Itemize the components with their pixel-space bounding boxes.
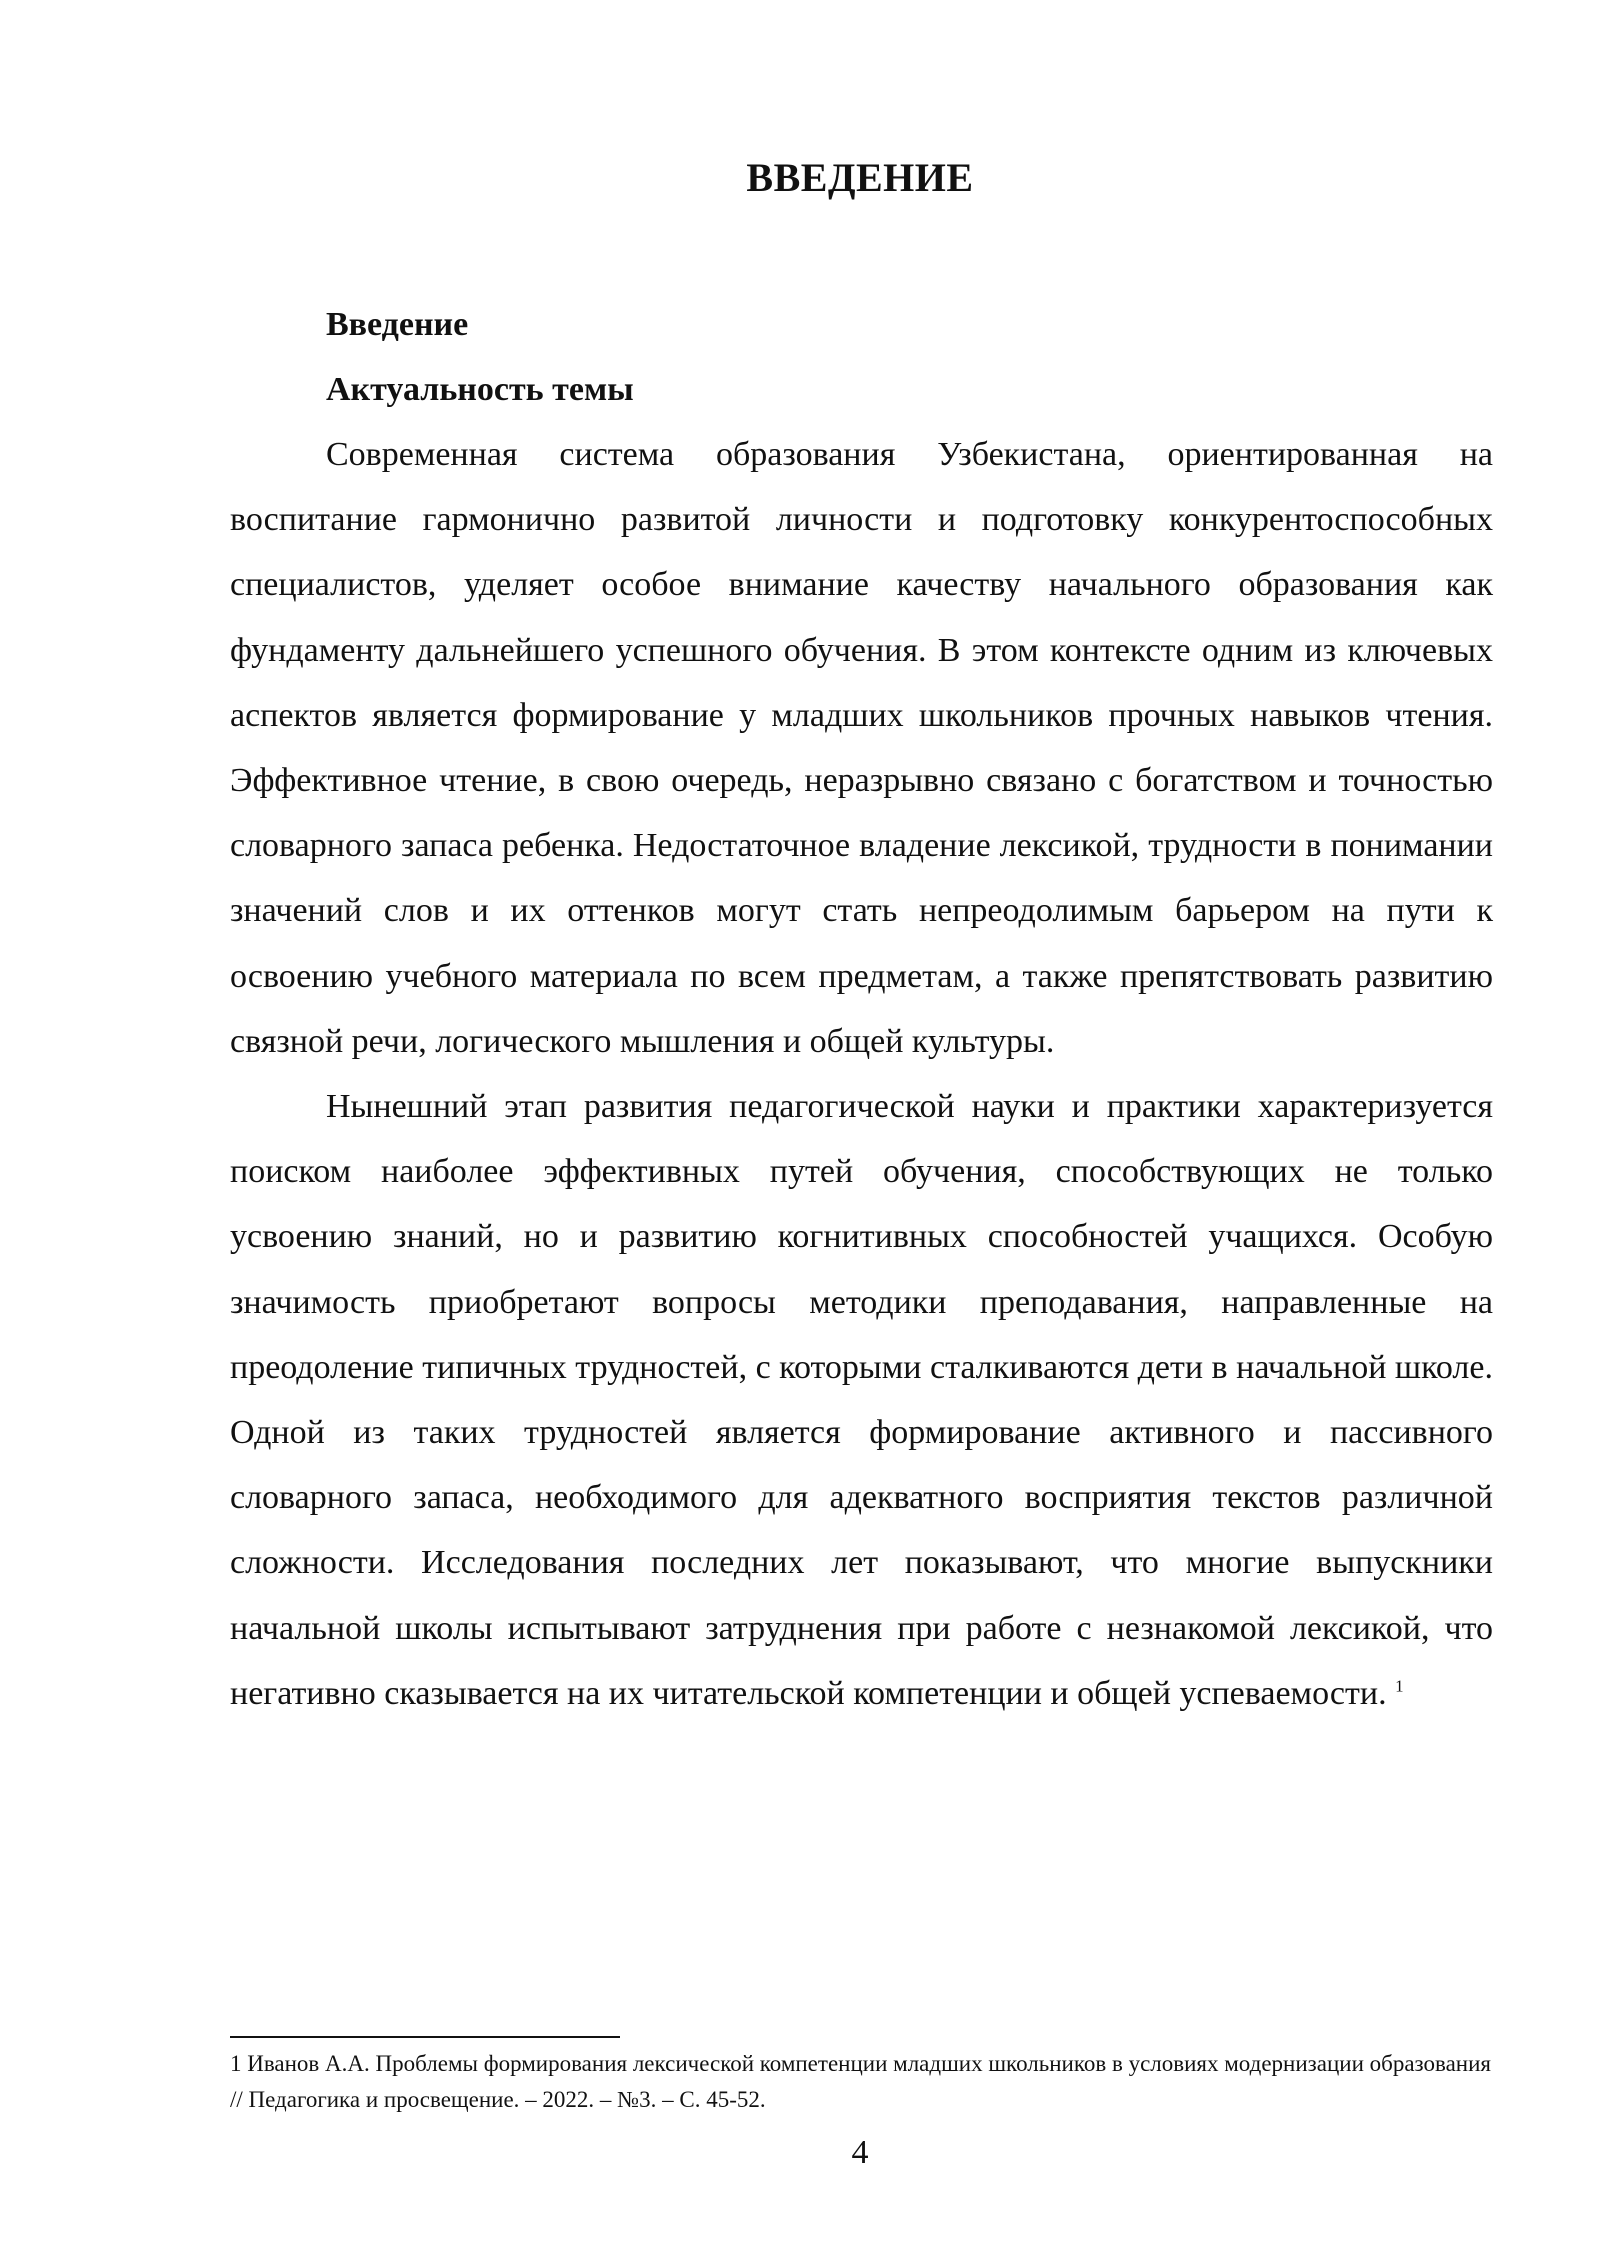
paragraph-1-text: Современная система образования Узбекистана, ориентированная на воспитание гармонично развитой личности и подготовку конкурентоспособных специалистов, уделяет особое внимание качеству начального образования как фундаменту дальнейшего успешного обучения. В этом контексте одним из ключевых аспектов является формирование у младших школьников прочных навыков чтения. Эффективное чтение, в свою очередь, неразрывно связано с богатством и точностью словарного запаса ребенка. Недостаточное владение лексикой, трудности в понимании значений слов и их оттенков могут стать непреодолимым барьером на пути к освоению учебного материала по всем предметам, а также препятствовать развитию связной речи, логического мышления и общей культуры. [230, 436, 1493, 1060]
body-text [230, 292, 1493, 1726]
footnote-number: 1 [230, 2051, 242, 2076]
page-number: 4 [851, 2134, 869, 2171]
paragraph-2-text: Нынешний этап развития педагогической науки и практики характеризуется поиском наиболее эффективных путей обучения, способствующих не только усвоению знаний, но и развитию когнитивных способностей учащихся. Особую значимость приобретают вопросы методики преподавания, направленные на преодоление типичных трудностей, с которыми сталкиваются дети в начальной школе. Одной из таких трудностей является формирование активного и пассивного словарного запаса, необходимого для адекватного восприятия текстов различной сложности. Исследования последних лет показывают, что многие выпускники начальной школы испытывают затруднения при работе с незнакомой лексикой, что негативно сказывается на их читательской компетенции и общей успеваемости. [230, 1088, 1493, 1712]
section-heading-relevance: Актуальность темы [326, 371, 634, 408]
page-title: ВВЕДЕНИЕ [746, 155, 974, 200]
footnote-separator [230, 2036, 620, 2038]
footnote-reference[interactable]: 1 [1395, 1676, 1404, 1696]
section-heading-introduction: Введение [326, 306, 469, 343]
footnote-text: Иванов А.А. Проблемы формирования лексической компетенции младших школьников в условиях модернизации образования // Педагогика и просвещение. – 2022. – №3. – С. 45-52. [230, 2051, 1491, 2112]
paragraph-1 [230, 422, 1493, 1074]
paragraph-2 [230, 1074, 1493, 1726]
footnote [230, 2046, 1493, 2118]
